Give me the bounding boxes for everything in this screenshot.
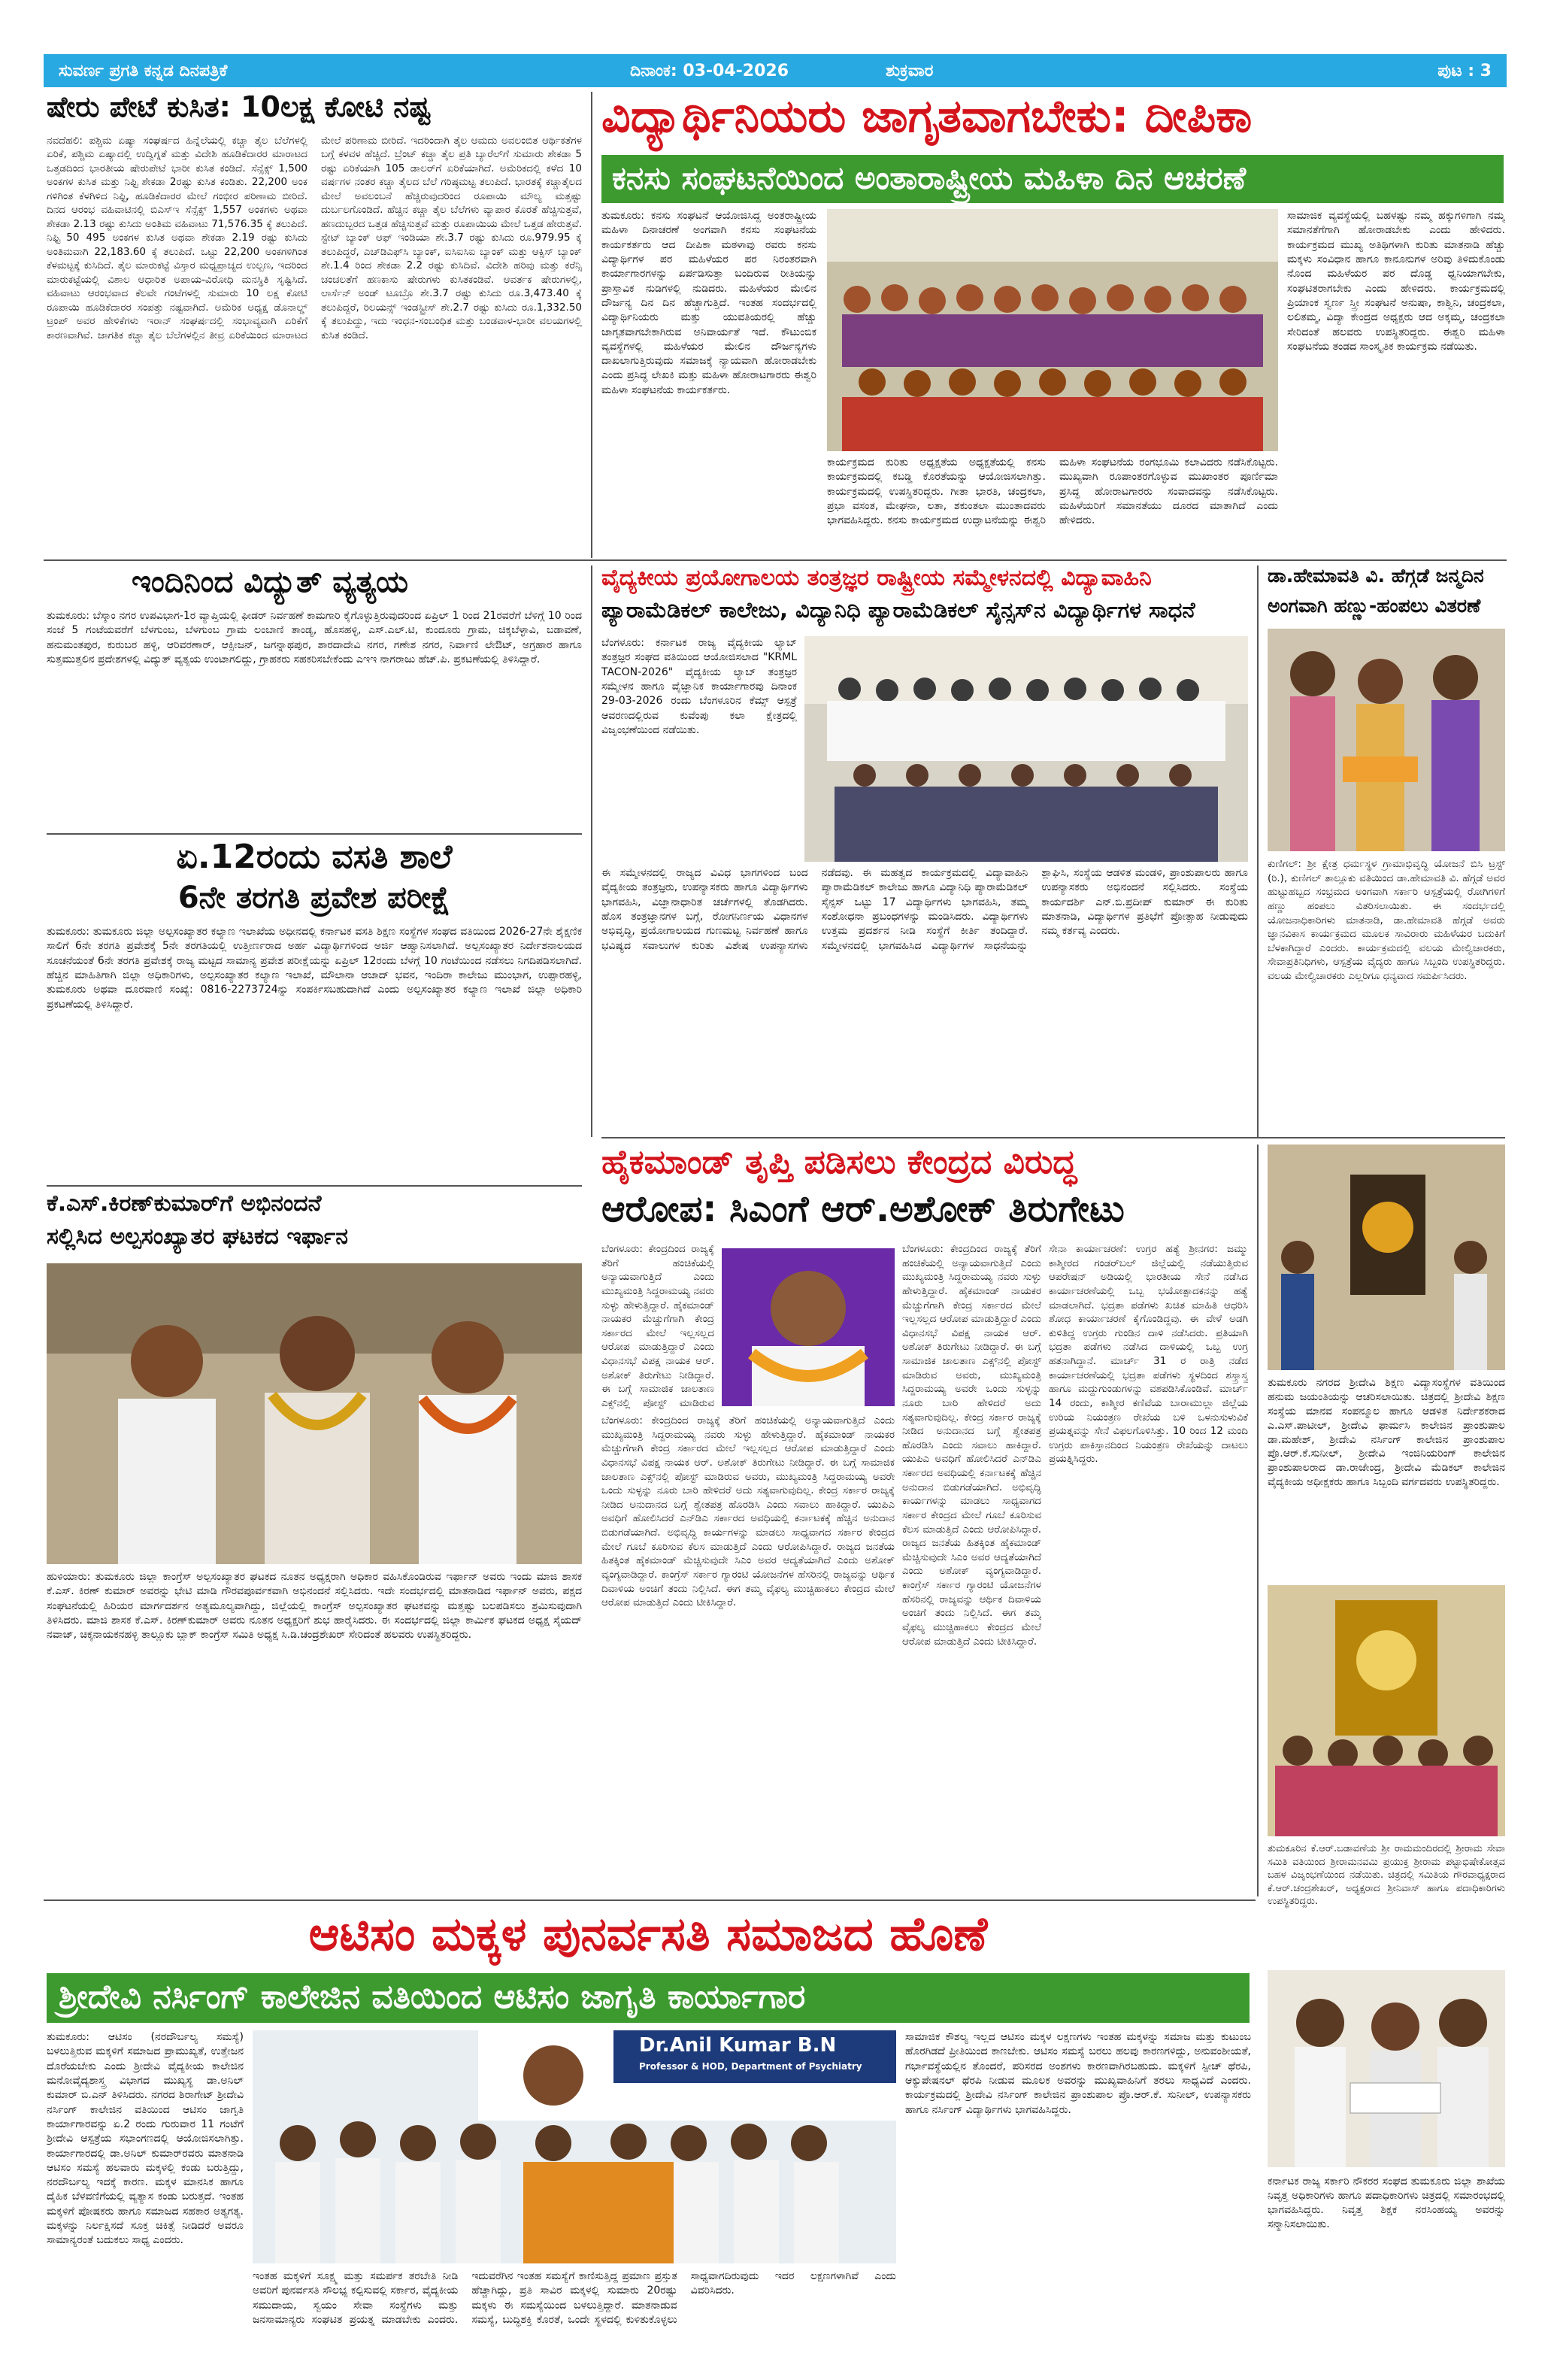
medical-group-photo bbox=[804, 636, 1248, 862]
masthead-bar bbox=[44, 54, 1507, 87]
hc-body: ಬೆಂಗಳೂರು: ಕೇಂದ್ರದಿಂದ ರಾಜ್ಯಕ್ಕೆ ತೆರಿಗೆ ಹಂಚಿಕೆಯಲ್ಲಿ ಅನ್ಯಾಯವಾಗುತ್ತಿದೆ ಎಂದು ಮುಖ್ಯಮಂತ್ರಿ ಸಿದ್ದರಾಮಯ್ಯ ನವರು ಸುಳ್ಳು ಹೇಳುತ್ತಿದ್ದಾರೆ. ಹೈಕಮಾಂಡ್ ನಾಯಕರ ಮೆಚ್ಚುಗೆಗಾಗಿ ಕೇಂದ್ರ ಸರ್ಕಾರದ ಮೇಲೆ ಇಲ್ಲಸಲ್ಲದ ಆರೋಪ ಮಾಡುತ್ತಿದ್ದಾರೆ ಎಂದು ವಿಧಾನಸಭೆ ವಿಪಕ್ಷ ನಾಯಕ ಆರ್. ಅಶೋಕ್ ತಿರುಗೇಟು ನೀಡಿದ್ದಾರೆ. ಈ ಬಗ್ಗೆ ಸಾಮಾಜಿಕ ಜಾಲತಾಣ ಎಕ್ಸ್‌ನಲ್ಲಿ ಪೋಸ್ಟ್ ಮಾಡಿರುವ bbox=[601, 1243, 714, 1409]
medical-headline: ವೈದ್ಯಕೀಯ ಪ್ರಯೋಗಾಲಯ ತಂತ್ರಜ್ಞರ ರಾಷ್ಟ್ರೀಯ ಸಮ್ಮೇಳನದಲ್ಲಿ ವಿದ್ಯಾವಾಹಿನಿ bbox=[601, 565, 1152, 591]
section-rule bbox=[44, 559, 1507, 561]
section-rule bbox=[47, 1185, 582, 1187]
autism-headline: ಆಟಿಸಂ ಮಕ್ಕಳ ಪುನರ್ವಸತಿ ಸಮಾಜದ ಹೊಣೆ bbox=[308, 1909, 988, 1961]
kiran-headline: ಕೆ.ಎಸ್.ಕಿರಣ್‌ಕುಮಾರ್‌ಗೆ ಅಭಿನಂದನೆ bbox=[47, 1191, 322, 1217]
kiran-body: ಹುಳಿಯಾರು: ತುಮಕೂರು ಜಿಲ್ಲಾ ಕಾಂಗ್ರೆಸ್ ಅಲ್ಪಸಂಖ್ಯಾತರ ಘಟಕದ ನೂತನ ಅಧ್ಯಕ್ಷರಾಗಿ ಅಧಿಕಾರ ವಹಿಸಿಕೊಂಡಿರುವ ಇರ್ಫಾನ್ ಅವರು ಇಂದು ಮಾಜಿ ಶಾಸಕ ಕೆ.ಎಸ್. ಕಿರಣ್ ಕುಮಾರ್ ಅವರನ್ನು ಭೇಟಿ ಮಾಡಿ ಗೌರವಪೂರ್ವಕವಾಗಿ ಅಭಿನಂದನೆ ಸಲ್ಲಿಸಿದರು. ಇದೇ ಸಂದರ್ಭದಲ್ಲಿ ಮಾತನಾಡಿದ ಇರ್ಫಾನ್ ಅವರು, ಪಕ್ಷದ ಸಂಘಟನೆಯಲ್ಲಿ ಹಿರಿಯರ ಮಾರ್ಗದರ್ಶನ ಅತ್ಯಮೂಲ್ಯವಾಗಿದ್ದು, ಜಿಲ್ಲೆಯಲ್ಲಿ ಕಾಂಗ್ರೆಸ್ ಅಲ್ಪಸಂಖ್ಯಾತರ ಘಟಕವನ್ನು ಮತ್ತಷ್ಟು ಬಲಪಡಿಸಲು ಶ್ರಮಿಸುವುದಾಗಿ ತಿಳಿಸಿದರು. ಮಾಜಿ ಶಾಸಕ ಕೆ.ಎಸ್. ಕಿರಣ್‌ಕುಮಾರ್ ಅವರು ನೂತನ ಅಧ್ಯಕ್ಷರಿಗೆ ಶುಭ ಹಾರೈಸಿದರು. ಈ ಸಂದರ್ಭದಲ್ಲಿ ಜಿಲ್ಲಾ ಕಾರ್ಮಿಕ ಘಟಕದ ಅಧ್ಯಕ್ಷ ಸೈಯದ್ ನವಾಜ್, ಚಿಕ್ಕನಾಯಕನಹಳ್ಳಿ ತಾಲ್ಲೂಕು ಬ್ಲಾಕ್ ಕಾಂಗ್ರೆಸ್ ಸಮಿತಿ ಅಧ್ಯಕ್ಷ ಸಿ.ಡಿ.ಚಂದ್ರಶೇಖರ್ ಸೇರಿದಂತೆ ಹಲವರು ಉಪಸ್ಥಿತರಿದ್ದರು. bbox=[47, 1571, 582, 1642]
school-headline: ಏ.12ರಂದು ವಸತಿ ಶಾಲೆ bbox=[176, 839, 453, 876]
issue-date: ದಿನಾಂಕ: 03-04-2026 bbox=[630, 61, 789, 80]
power-body: ತುಮಕೂರು: ಬೆಸ್ಕಾಂ ನಗರ ಉಪವಿಭಾಗ-1ರ ವ್ಯಾಪ್ತಿಯಲ್ಲಿ ಫೀಡರ್ ನಿರ್ವಹಣೆ ಕಾಮಗಾರಿ ಕೈಗೊಳ್ಳುತ್ತಿರುವುದರಿಂದ ಏಪ್ರಿಲ್ 1 ರಿಂದ 21ರವರೆಗೆ ಬೆಳಿಗ್ಗೆ 10 ರಿಂದ ಸಂಜೆ 5 ಗಂಟೆಯವರೆಗೆ ಬೆಳಗುಂಬ, ಬೆಳಗುಂಬ ಗ್ರಾಮ ಲಂಬಾಣಿ ತಾಂಡ್ಯ, ಹೊಸಹಳ್ಳಿ, ಎಸ್.ಎಲ್.ಟಿ, ಕುಂದೂರು ಗ್ರಾಮ, ಚಿಕ್ಕಬೆಳ್ಳಾವಿ, ಬಡಾವಣೆ, ಹನುಮಂತಪುರ, ಕುರುಬರ ಹಳ್ಳಿ, ಆರಿವರಣಾರ್, ಆಕ್ಸೀಜನ್, ಜಗನ್ನಾಥಪುರ, ಶಾರದಾದೇವಿ ನಗರ, ಗಣೇಶ ನಗರ, ನಿರ್ವಾಣಿ ಲೇಔಟ್, ಅಗ್ರಹಾರ ಹಾಗೂ ಸುತ್ತಮುತ್ತಲಿನ ಪ್ರದೇಶಗಳಲ್ಲಿ ವಿದ್ಯುತ್ ವ್ಯತ್ಯಯ ಉಂಟಾಗಲಿದ್ದು, ಗ್ರಾಹಕರು ಸಹಕರಿಸಬೇಕೆಂದು ಎಇಇ ನಾಗರಾಜು ಹೆಚ್.ಪಿ. ಪ್ರಕಟಣೆಯಲ್ಲಿ ತಿಳಿಸಿದ್ದಾರೆ. bbox=[47, 610, 582, 665]
hc-body-2: ಬೆಂಗಳೂರು: ಕೇಂದ್ರದಿಂದ ರಾಜ್ಯಕ್ಕೆ ತೆರಿಗೆ ಹಂಚಿಕೆಯಲ್ಲಿ ಅನ್ಯಾಯವಾಗುತ್ತಿದೆ ಎಂದು ಮುಖ್ಯಮಂತ್ರಿ ಸಿದ್ದರಾಮಯ್ಯ ನವರು ಸುಳ್ಳು ಹೇಳುತ್ತಿದ್ದಾರೆ. ಹೈಕಮಾಂಡ್ ನಾಯಕರ ಮೆಚ್ಚುಗೆಗಾಗಿ ಕೇಂದ್ರ ಸರ್ಕಾರದ ಮೇಲೆ ಇಲ್ಲಸಲ್ಲದ ಆರೋಪ ಮಾಡುತ್ತಿದ್ದಾರೆ ಎಂದು ವಿಧಾನಸಭೆ ವಿಪಕ್ಷ ನಾಯಕ ಆರ್. ಅಶೋಕ್ ತಿರುಗೇಟು ನೀಡಿದ್ದಾರೆ. ಈ ಬಗ್ಗೆ ಸಾಮಾಜಿಕ ಜಾಲತಾಣ ಎಕ್ಸ್‌ನಲ್ಲಿ ಪೋಸ್ಟ್ ಮಾಡಿರುವ ಅವರು, ಮುಖ್ಯಮಂತ್ರಿ ಸಿದ್ದರಾಮಯ್ಯ ಅವರೇ ಒಂದು ಸುಳ್ಳನ್ನು ನೂರು ಬಾರಿ ಹೇಳಿದರೆ ಅದು ಸತ್ಯವಾಗುವುದಿಲ್ಲ. ಕೇಂದ್ರ ಸರ್ಕಾರ ರಾಜ್ಯಕ್ಕೆ ನೀಡಿದ ಅನುದಾನದ ಬಗ್ಗೆ ಶ್ವೇತಪತ್ರ ಹೊರಡಿಸಿ ಎಂದು ಸವಾಲು ಹಾಕಿದ್ದಾರೆ. ಯುಪಿಎ ಅವಧಿಗೆ ಹೋಲಿಸಿದರೆ ಎನ್‌ಡಿಎ ಸರ್ಕಾರದ ಅವಧಿಯಲ್ಲಿ ಕರ್ನಾಟಕಕ್ಕೆ ಹೆಚ್ಚಿನ ಅನುದಾನ ಬಿಡುಗಡೆಯಾಗಿದೆ. ಅಭಿವೃದ್ಧಿ ಕಾರ್ಯಗಳನ್ನು ಮಾಡಲು ಸಾಧ್ಯವಾಗದ ಸರ್ಕಾರ ಕೇಂದ್ರದ ಮೇಲೆ ಗೂಬೆ ಕೂರಿಸುವ ಕೆಲಸ ಮಾಡುತ್ತಿದೆ ಎಂದು ಆರೋಪಿಸಿದ್ದಾರೆ. ರಾಜ್ಯದ ಜನತೆಯ ಹಿತಕ್ಕಿಂತ ಹೈಕಮಾಂಡ್ ಮೆಚ್ಚಿಸುವುದೇ ಸಿಎಂ ಅವರ ಆದ್ಯತೆಯಾಗಿದೆ ಎಂದು ಅಶೋಕ್ ವ್ಯಂಗ್ಯವಾಡಿದ್ದಾರೆ. ಕಾಂಗ್ರೆಸ್ ಸರ್ಕಾರ ಗ್ಯಾರಂಟಿ ಯೋಜನೆಗಳ ಹೆಸರಿನಲ್ಲಿ ರಾಜ್ಯವನ್ನು ಆರ್ಥಿಕ ದಿವಾಳಿಯ ಅಂಚಿಗೆ ತಂದು ನಿಲ್ಲಿಸಿದೆ. ಈಗ ತಮ್ಮ ವೈಫಲ್ಯ ಮುಚ್ಚಿಹಾಕಲು ಕೇಂದ್ರದ ಮೇಲೆ ಆರೋಪ ಮಾಡುತ್ತಿದೆ ಎಂದು ಟೀಕಿಸಿದ್ದಾರೆ. bbox=[902, 1243, 1041, 1648]
womens-day-body-mid: ಕಾರ್ಯಕ್ರಮದ ಕುರಿತು ಅಧ್ಯಕ್ಷತೆಯ ಅಧ್ಯಕ್ಷತೆಯಲ್ಲಿ ಕನಸು ಕಾರ್ಯಕ್ರಮದಲ್ಲಿ ಕಬಡ್ಡಿ ಕೊರತೆಯನ್ನು ಆಯೋಜಿಸಲಾಗಿತ್ತು. ಕಾರ್ಯಕ್ರಮದಲ್ಲಿ ಉಪಸ್ಥಿತರಿದ್ದರು. ಗೀತಾ ಭಾರತಿ, ಚಂದ್ರಕಲಾ, ಪ್ರಭಾ ವಸಂತ, ಮೇಘನಾ, ಲತಾ, ಶಕುಂತಲಾ ಮುಂತಾದವರು ಭಾಗವಹಿಸಿದ್ದರು. ಕನಸು ಕಾರ್ಯಕ್ರಮದ ಉದ್ಘಾಟನೆಯನ್ನು ಈಶ್ವರಿ ಮಹಿಳಾ ಸಂಘಟನೆಯ ರಂಗಭೂಮಿ ಕಲಾವಿದರು ನಡೆಸಿಕೊಟ್ಟರು. ಮುಖ್ಯವಾಗಿ ರೂಪಾಂತರಗೊಳ್ಳುವ ಮುಖಾಂತರ ಪೂರ್ಣಿಮಾ ಪ್ರಸಿದ್ಧ ಹೋರಾಟಗಾರರು ಸಂವಾದವನ್ನು ನಡೆಸಿಕೊಟ್ಟರು. ಮಹಿಳೆಯರಿಗೆ ಸಮಾನತೆಯು ದೂರದ ಮಾತಾಗಿದೆ ಎಂದು ಹೇಳಿದರು. bbox=[827, 456, 1278, 527]
felicitation-photo bbox=[1268, 1970, 1505, 2167]
womens-day-subhead: ಕನಸು ಸಂಘಟನೆಯಿಂದ ಅಂತಾರಾಷ್ಟ್ರೀಯ ಮಹಿಳಾ ದಿನ ಆಚರಣೆ bbox=[601, 155, 1504, 203]
school-body: ತುಮಕೂರು: ತುಮಕೂರು ಜಿಲ್ಲಾ ಅಲ್ಪಸಂಖ್ಯಾತರ ಕಲ್ಯಾಣ ಇಲಾಖೆಯ ಅಧೀನದಲ್ಲಿ ಕರ್ನಾಟಕ ವಸತಿ ಶಿಕ್ಷಣ ಸಂಸ್ಥೆಗಳ ಸಂಘದ ವತಿಯಿಂದ 2026-27ನೇ ಶೈಕ್ಷಣಿಕ ಸಾಲಿಗೆ 6ನೇ ತರಗತಿ ಪ್ರವೇಶಕ್ಕೆ 5ನೇ ತರಗತಿಯಲ್ಲಿ ಉತ್ತೀರ್ಣರಾದ ಅರ್ಹ ವಿದ್ಯಾರ್ಥಿಗಳಿಂದ ಅರ್ಜಿ ಆಹ್ವಾನಿಸಲಾಗಿದೆ. ಅಲ್ಪಸಂಖ್ಯಾತರ ನಿರ್ದೇಶನಾಲಯದ ಸೂಚನೆಯಂತೆ 6ನೇ ತರಗತಿ ಪ್ರವೇಶಕ್ಕೆ ರಾಜ್ಯ ಮಟ್ಟದ ಸಾಮಾನ್ಯ ಪ್ರವೇಶ ಪರೀಕ್ಷೆಯನ್ನು ಏಪ್ರಿಲ್ 12ರಂದು ಬೆಳಗ್ಗೆ 10 ಗಂಟೆಯಿಂದ ನಡೆಸಲು ನಿಗದಿಪಡಿಸಲಾಗಿದೆ. ಹೆಚ್ಚಿನ ಮಾಹಿತಿಗಾಗಿ ಜಿಲ್ಲಾ ಅಧಿಕಾರಿಗಳು, ಅಲ್ಪಸಂಖ್ಯಾತರ ಕಲ್ಯಾಣ ಇಲಾಖೆ, ಮೌಲಾನಾ ಆಜಾದ್ ಭವನ, ಇಂದಿರಾ ಕಾಲೇಜು ಮುಂಭಾಗ, ಉಪ್ಪಾರಹಳ್ಳಿ, ತುಮಕೂರು ಅಥವಾ ದೂರವಾಣಿ ಸಂಖ್ಯೆ: 0816-2273724ನ್ನು ಸಂಪರ್ಕಿಸಬಹುದಾಗಿದೆ ಎಂದು ಅಲ್ಪಸಂಖ್ಯಾತರ ಕಲ್ಯಾಣ ಇಲಾಖೆ ಜಿಲ್ಲಾ ಅಧಿಕಾರಿ ಪ್ರಕಟಣೆಯಲ್ಲಿ ತಿಳಿಸಿದ್ದಾರೆ. bbox=[47, 926, 582, 1011]
kiran-photo bbox=[47, 1263, 582, 1564]
autism-banner-title: Professor & HOD, Department of Psychiatry bbox=[639, 2062, 862, 2072]
page-number: ಪುಟ : 3 bbox=[1437, 61, 1492, 80]
autism-body-mid: ಇಂತಹ ಮಕ್ಕಳಿಗೆ ಸೂಕ್ಷ್ಮ ಮತ್ತು ಸಮರ್ಪಕ ತರಬೇತಿ ನೀಡಿ ಅವರಿಗೆ ಪುನರ್ವಸತಿ ಸೌಲಭ್ಯ ಕಲ್ಪಿಸುವಲ್ಲಿ ಸರ್ಕಾರ, ವೈದ್ಯಕೀಯ ಸಮುದಾಯ, ಸ್ವಯಂ ಸೇವಾ ಸಂಸ್ಥೆಗಳು ಮತ್ತು ಜನಸಾಮಾನ್ಯರು ಸಂಘಟಿತ ಪ್ರಯತ್ನ ಮಾಡಬೇಕು ಎಂದರು. ಇದುವರೆಗಿನ ಇಂತಹ ಸಮಸ್ಯೆಗೆ ಕಾಣಿಸುತ್ತಿದ್ದ ಪ್ರಮಾಣ ಪ್ರಸ್ತುತ ಹೆಚ್ಚಾಗಿದ್ದು, ಪ್ರತಿ ಸಾವಿರ ಮಕ್ಕಳಲ್ಲಿ ಸುಮಾರು 20ರಷ್ಟು ಮಕ್ಕಳು ಈ ಸಮಸ್ಯೆಯಿಂದ ಬಳಲುತ್ತಿದ್ದಾರೆ. ಮಾತನಾಡುವ ಸಮಸ್ಯೆ, ಬುದ್ಧಿಶಕ್ತಿ ಕೊರತೆ, ಒಂದೇ ಸ್ಥಳದಲ್ಲಿ ಕುಳಿತುಕೊಳ್ಳಲು ಸಾಧ್ಯವಾಗದಿರುವುದು ಇದರ ಲಕ್ಷಣಗಳಾಗಿವೆ ಎಂದು ವಿವರಿಸಿದರು. bbox=[253, 2270, 896, 2326]
rama-pattabhisheka-photo bbox=[1268, 1585, 1505, 1836]
autism-subhead: ಶ್ರೀದೇವಿ ನರ್ಸಿಂಗ್ ಕಾಲೇಜಿನ ವತಿಯಿಂದ ಆಟಿಸಂ ಜಾಗೃತಿ ಕಾರ್ಯಾಗಾರ bbox=[47, 1973, 1250, 2023]
womens-day-group-photo bbox=[827, 209, 1278, 451]
section-rule bbox=[44, 1899, 1256, 1901]
hc-headline: ಹೈಕಮಾಂಡ್ ತೃಪ್ತಿ ಪಡಿಸಲು ಕೇಂದ್ರದ ವಿರುದ್ಧ bbox=[601, 1145, 1077, 1181]
issue-day: ಶುಕ್ರವಾರ bbox=[886, 61, 934, 80]
hc-headline-2: ಆರೋಪ: ಸಿಎಂಗೆ ಆರ್.ಅಶೋಕ್ ತಿರುಗೇಟು bbox=[601, 1190, 1125, 1230]
rama-pattabhisheka-caption: ತುಮಕೂರಿನ ಕೆ.ಆರ್.ಬಡಾವಣೆಯ ಶ್ರೀ ರಾಮಮಂದಿರದಲ್ಲಿ ಶ್ರೀರಾಮ ಸೇವಾ ಸಮಿತಿ ವತಿಯಿಂದ ಶ್ರೀರಾಮನವಮಿ ಪ್ರಯುಕ್ತ ಶ್ರೀರಾಮ ಪಟ್ಟಾಭಿಷೇಕೋತ್ಸವ ಬಹಳ ವಿಜೃಂಭಣೆಯಿಂದ ನಡೆಯಿತು. ಚಿತ್ರದಲ್ಲಿ ಸಮಿತಿಯ ಗೌರವಾಧ್ಯಕ್ಷರಾದ ಕೆ.ಆರ್.ಚಂದ್ರಶೇಖರ್, ಅಧ್ಯಕ್ಷರಾದ ಶ್ರೀನಿವಾಸ್ ಹಾಗೂ ಪದಾಧಿಕಾರಿಗಳು ಉಪಸ್ಥಿತರಿದ್ದರು. bbox=[1268, 1843, 1505, 1908]
hanuma-jayanti-photo bbox=[1268, 1145, 1505, 1370]
medical-subhead: ಪ್ಯಾರಾಮೆಡಿಕಲ್ ಕಾಲೇಜು, ವಿದ್ಯಾನಿಧಿ ಪ್ಯಾರಾಮೆಡಿಕಲ್ ಸೈನ್ಸಸ್‌ನ ವಿದ್ಯಾರ್ಥಿಗಳ ಸಾಧನೆ bbox=[601, 599, 1195, 623]
womens-day-body-left: ತುಮಕೂರು: ಕನಸು ಸಂಘಟನೆ ಆಯೋಜಿಸಿದ್ದ ಅಂತರಾಷ್ಟ್ರೀಯ ಮಹಿಳಾ ದಿನಾಚರಣೆ ಅಂಗವಾಗಿ ಕನಸು ಸಂಘಟನೆಯ ಕಾರ್ಯಕರ್ತರು ಆದ ದೀಪಿಕಾ ಮಠಳಾವು ರವರು ಕನಸು ವಿದ್ಯಾರ್ಥಿಗಳ ಪರ ಮಹಿಳೆಯರ ಪರ ನಿರಂತರವಾಗಿ ಕಾರ್ಯಾಗಾರಗಳನ್ನು ಏರ್ಪಡಿಸುತ್ತಾ ಬಂದಿರುವ ರೀತಿಯನ್ನು ಪ್ರಾಸ್ತಾವಿಕ ನುಡಿಗಳಲ್ಲಿ ನುಡಿದರು. ಮಹಿಳೆಯರ ಮೇಲಿನ ದೌರ್ಜನ್ಯ ದಿನ ದಿನ ಹೆಚ್ಚಾಗುತ್ತಿದೆ. ಇಂತಹ ಸಂದರ್ಭದಲ್ಲಿ ವಿದ್ಯಾರ್ಥಿನಿಯರು ಮತ್ತು ಯುವತಿಯರಲ್ಲಿ ಹೆಚ್ಚು ಜಾಗೃತವಾಗಬೇಕಾಗಿರುವ ಅನಿವಾರ್ಯತೆ ಇದೆ. ಕೌಟುಂಬಿಕ ವ್ಯವಸ್ಥೆಗಳಲ್ಲಿ ಮಹಿಳೆಯರ ಮೇಲಿನ ದೌರ್ಜನ್ಯಗಳು ದಾಖಲಾಗುತ್ತಿರುವುದು ಸಮಾಜಕ್ಕೆ ನ್ಯಾಯವಾಗಿ ಹೋರಾಡಬೇಕು ಎಂದು ಪ್ರಸಿದ್ಧ ಲೇಖಕಿ ಮತ್ತು ಮಹಿಳಾ ಹೋರಾಟಗಾರರು ಈಶ್ವರಿ ಮಹಿಳಾ ಸಂಘಟನೆಯ ಕಾರ್ಯಕರ್ತರು. bbox=[601, 210, 816, 396]
kiran-subhead: ಸಲ್ಲಿಸಿದ ಅಲ್ಪಸಂಖ್ಯಾತರ ಘಟಕದ ಇರ್ಫಾನ bbox=[47, 1224, 348, 1250]
power-headline: ಇಂದಿನಿಂದ ವಿದ್ಯುತ್ ವ್ಯತ್ಯಯ bbox=[132, 565, 409, 599]
column-rule bbox=[1257, 1145, 1259, 1896]
autism-banner-name: Dr.Anil Kumar B.N bbox=[639, 2035, 837, 2057]
hegde-body: ಕುಣಿಗಲ್: ಶ್ರೀ ಕ್ಷೇತ್ರ ಧರ್ಮಸ್ಥಳ ಗ್ರಾಮಾಭಿವೃದ್ಧಿ ಯೋಜನೆ ಬಿಸಿ ಟ್ರಸ್ಟ್ (ರಿ.), ಕುಣಿಗಲ್ ತಾಲ್ಲೂಕು ವತಿಯಿಂದ ಡಾ.ಹೇಮಾವತಿ ವಿ. ಹೆಗ್ಗಡೆ ಅವರ ಹುಟ್ಟುಹಬ್ಬದ ಸಂಭ್ರಮದ ಅಂಗವಾಗಿ ಸರ್ಕಾರಿ ಆಸ್ಪತ್ರೆಯಲ್ಲಿ ರೋಗಿಗಳಿಗೆ ಹಣ್ಣು ಹಂಪಲು ವಿತರಿಸಲಾಯಿತು. ಈ ಸಂದರ್ಭದಲ್ಲಿ ಯೋಜನಾಧಿಕಾರಿಗಳು ಮಾತನಾಡಿ, ಡಾ.ಹೇಮಾವತಿ ಹೆಗ್ಗಡೆ ಅವರು ಜ್ಞಾನವಿಕಾಸ ಕಾರ್ಯಕ್ರಮದ ಮೂಲಕ ಸಾವಿರಾರು ಮಹಿಳೆಯರ ಬದುಕಿಗೆ ಬೆಳಕಾಗಿದ್ದಾರೆ ಎಂದರು. ಕಾರ್ಯಕ್ರಮದಲ್ಲಿ ವಲಯ ಮೇಲ್ವಿಚಾರಕರು, ಸೇವಾಪ್ರತಿನಿಧಿಗಳು, ಆಸ್ಪತ್ರೆಯ ವೈದ್ಯರು ಹಾಗೂ ಸಿಬ್ಬಂದಿ ಉಪಸ್ಥಿತರಿದ್ದರು. ವಲಯ ಮೇಲ್ವಿಚಾರಕರು ಎಲ್ಲರಿಗೂ ಧನ್ಯವಾದ ಸಮರ್ಪಿಸಿದರು. bbox=[1268, 858, 1505, 982]
school-headline-2: 6ನೇ ತರಗತಿ ಪ್ರವೇಶ ಪರೀಕ್ಷೆ bbox=[177, 881, 451, 915]
autism-body-left: ತುಮಕೂರು: ಆಟಿಸಂ (ನರದೌರ್ಬಲ್ಯ ಸಮಸ್ಯೆ) ಬಳಲುತ್ತಿರುವ ಮಕ್ಕಳಿಗೆ ಸಮಾಜದ ಪ್ರಾಮುಖ್ಯತೆ, ಉತ್ತೇಜನ ದೊರೆಯಬೇಕು ಎಂದು ಶ್ರೀದೇವಿ ವೈದ್ಯಕೀಯ ಕಾಲೇಜಿನ ಮನೋವೈದ್ಯಶಾಸ್ತ್ರ ವಿಭಾಗದ ಮುಖ್ಯಸ್ಥ ಡಾ.ಅನಿಲ್ ಕುಮಾರ್ ಬಿ.ಎನ್ ತಿಳಿಸಿದರು. ನಗರದ ಶಿರಾಗೇಟ್ ಶ್ರೀದೇವಿ ನರ್ಸಿಂಗ್ ಕಾಲೇಜಿನ ವತಿಯಿಂದ ಆಟಿಸಂ ಜಾಗೃತಿ ಕಾರ್ಯಾಗಾರವನ್ನು ಏ.2 ರಂದು ಗುರುವಾರ 11 ಗಂಟೆಗೆ ಶ್ರೀದೇವಿ ಆಸ್ಪತ್ರೆಯ ಸಭಾಂಗಣದಲ್ಲಿ ಆಯೋಜಿಸಲಾಗಿತ್ತು. ಕಾರ್ಯಾಗಾರದಲ್ಲಿ ಡಾ.ಅನಿಲ್ ಕುಮಾರ್‌ರವರು ಮಾತನಾಡಿ ಆಟಿಸಂ ಸಮಸ್ಯೆ ಹಲವಾರು ಮಕ್ಕಳಲ್ಲಿ ಕಂಡು ಬರುತ್ತಿದ್ದು, ನರದೌರ್ಬಲ್ಯ ಇದಕ್ಕೆ ಕಾರಣ. ಮಕ್ಕಳ ಮಾನಸಿಕ ಹಾಗೂ ದೈಹಿಕ ಬೆಳವಣಿಗೆಯಲ್ಲಿ ವ್ಯತ್ಯಾಸ ಕಂಡು ಬರುತ್ತದೆ. ಇಂತಹ ಮಕ್ಕಳಿಗೆ ಪೋಷಕರು ಹಾಗೂ ಸಮಾಜದ ಸಹಕಾರ ಅತ್ಯಗತ್ಯ. ಮಕ್ಕಳನ್ನು ನಿರ್ಲಕ್ಷಿಸದೆ ಸೂಕ್ತ ಚಿಕಿತ್ಸೆ ನೀಡಿದರೆ ಅವರೂ ಸಾಮಾನ್ಯರಂತೆ ಬದುಕಲು ಸಾಧ್ಯ ಎಂದರು. bbox=[47, 2031, 244, 2247]
womens-day-headline: ವಿದ್ಯಾರ್ಥಿನಿಯರು ಜಾಗೃತವಾಗಬೇಕು: ದೀಪಿಕಾ bbox=[601, 92, 1253, 143]
column-rule bbox=[591, 92, 592, 558]
hanuma-jayanti-caption: ತುಮಕೂರು ನಗರದ ಶ್ರೀದೇವಿ ಶಿಕ್ಷಣ ವಿದ್ಯಾಸಂಸ್ಥೆಗಳ ವತಿಯಿಂದ ಹನುಮ ಜಯಂತಿಯನ್ನು ಆಚರಿಸಲಾಯಿತು. ಚಿತ್ರದಲ್ಲಿ ಶ್ರೀದೇವಿ ಶಿಕ್ಷಣ ಸಂಸ್ಥೆಯ ಮಾನವ ಸಂಪನ್ಮೂಲ ಹಾಗೂ ಆಡಳಿತ ನಿರ್ದೇಶಕರಾದ ಎ.ಎಸ್.ಪಾಟೀಲ್, ಶ್ರೀದೇವಿ ಫಾರ್ಮಸಿ ಕಾಲೇಜಿನ ಪ್ರಾಂಶುಪಾಲ ಡಾ.ಮಹೇಶ್, ಶ್ರೀದೇವಿ ನರ್ಸಿಂಗ್ ಕಾಲೇಜಿನ ಪ್ರಾಂಶುಪಾಲ ಪ್ರೊ.ಆರ್.ಕೆ.ಸುನೀಲ್, ಶ್ರೀದೇವಿ ಇಂಜಿನಿಯರಿಂಗ್ ಕಾಲೇಜಿನ ಪ್ರಾಂಶುಪಾಲರಾದ ಡಾ.ರಾಜೇಂದ್ರ, ಶ್ರೀದೇವಿ ಮೆಡಿಕಲ್ ಕಾಲೇಜಿನ ವೈದ್ಯಕೀಯ ಅಧೀಕ್ಷಕರು ಹಾಗೂ ಸಿಬ್ಬಂದಿ ವರ್ಗದವರು ಉಪಸ್ಥಿತರಿದ್ದರು. bbox=[1268, 1377, 1505, 1489]
womens-day-body-right: ಸಾಮಾಜಿಕ ವ್ಯವಸ್ಥೆಯಲ್ಲಿ ಬಹಳಷ್ಟು ನಮ್ಮ ಹಕ್ಕುಗಳಿಗಾಗಿ ನಮ್ಮ ಸಮಾನತೆಗೆಗಾಗಿ ಹೋರಾಡಬೇಕು ಎಂದು ಹೇಳಿದರು. ಕಾರ್ಯಕ್ರಮದ ಮುಖ್ಯ ಅತಿಥಿಗಳಾಗಿ ಕುರಿತು ಮಾತನಾಡಿ ಹೆಚ್ಚು ಮಕ್ಕಳು ಸಂವಿಧಾನ ಹಾಗೂ ಕಾನೂನುಗಳ ಅರಿವು ತಿಳಿದುಕೊಂಡು ನೊಂದ ಮಹಿಳೆಯರ ಪರ ದೊಡ್ಡ ಧ್ವನಿಯಾಗಬೇಕು, ಸಂಘಟಿತರಾಗಬೇಕು ಎಂದು ಹೇಳಿದರು. ಕಾರ್ಯಕ್ರಮದಲ್ಲಿ ಪ್ರಿಯಾಂಕ ಸ್ವರ್ಣ ಸ್ತ್ರೀ ಸಂಘಟನೆ ಅನುಷಾ, ಕಾಶ್ವಿನಿ, ಚಂದ್ರಕಲಾ, ಲಲಿತಮ್ಮ, ವಿದ್ಯಾ ಕೇಂದ್ರದ ಅಧ್ಯಕ್ಷರು ಆದ ಅಕ್ಕಮ್ಮ, ಚಂದ್ರಕಲಾ ಸೇರಿದಂತೆ ಹಲವರು ಉಪಸ್ಥಿತರಿದ್ದರು. ಈಶ್ವರಿ ಮಹಿಳಾ ಸಂಘಟನೆಯ ತಂಡದ ಸಾಂಸ್ಕೃತಿಕ ಕಾರ್ಯಕ್ರಮ ನಡೆಯಿತು. bbox=[1287, 210, 1505, 353]
medical-body: ಈ ಸಮ್ಮೇಳನದಲ್ಲಿ ರಾಜ್ಯದ ವಿವಿಧ ಭಾಗಗಳಿಂದ ಬಂದ ವೈದ್ಯಕೀಯ ತಂತ್ರಜ್ಞರು, ಉಪನ್ಯಾಸಕರು ಹಾಗೂ ವಿದ್ಯಾರ್ಥಿಗಳು ಭಾಗವಹಿಸಿ, ವಿಜ್ಞಾನಾಧಾರಿತ ಚರ್ಚೆಗಳಲ್ಲಿ ತೊಡಗಿದರು. ಹೊಸ ತಂತ್ರಜ್ಞಾನಗಳ ಬಗ್ಗೆ, ರೋಗನಿರ್ಣಯ ವಿಧಾನಗಳ ಅಭಿವೃದ್ಧಿ, ಪ್ರಯೋಗಾಲಯದ ಗುಣಮಟ್ಟ ನಿರ್ವಹಣೆ ಹಾಗೂ ಭವಿಷ್ಯದ ಸವಾಲುಗಳ ಕುರಿತು ವಿಶೇಷ ಉಪನ್ಯಾಸಗಳು ನಡೆದವು. ಈ ಮಹತ್ವದ ಕಾರ್ಯಕ್ರಮದಲ್ಲಿ ವಿದ್ಯಾವಾಹಿನಿ ಪ್ಯಾರಾಮೆಡಿಕಲ್ ಕಾಲೇಜು ಹಾಗೂ ವಿದ್ಯಾನಿಧಿ ಪ್ಯಾರಾಮೆಡಿಕಲ್ ಸೈನ್ಸಸ್ ಒಟ್ಟು 17 ವಿದ್ಯಾರ್ಥಿಗಳು ಭಾಗವಹಿಸಿ, ತಮ್ಮ ಸಂಶೋಧನಾ ಪ್ರಬಂಧಗಳನ್ನು ಮಂಡಿಸಿದರು. ವಿದ್ಯಾರ್ಥಿಗಳು ಉತ್ತಮ ಪ್ರದರ್ಶನ ನೀಡಿ ಸಂಸ್ಥೆಗೆ ಕೀರ್ತಿ ತಂದಿದ್ದಾರೆ. ಸಮ್ಮೇಳನದಲ್ಲಿ ಭಾಗವಹಿಸಿದ ವಿದ್ಯಾರ್ಥಿಗಳ ಸಾಧನೆಯನ್ನು ಶ್ಲಾಘಿಸಿ, ಸಂಸ್ಥೆಯ ಆಡಳಿತ ಮಂಡಳಿ, ಪ್ರಾಂಶುಪಾಲರು ಹಾಗೂ ಉಪನ್ಯಾಸಕರು ಅಭಿನಂದನೆ ಸಲ್ಲಿಸಿದರು. ಸಂಸ್ಥೆಯ ಕಾರ್ಯದರ್ಶಿ ಎನ್.ಬಿ.ಪ್ರದೀಪ್ ಕುಮಾರ್ ಈ ಕುರಿತು ಮಾತನಾಡಿ, ವಿದ್ಯಾರ್ಥಿಗಳ ಪ್ರತಿಭೆಗೆ ಪ್ರೋತ್ಸಾಹ ನೀಡುವುದು ನಮ್ಮ ಕರ್ತವ್ಯ ಎಂದರು. bbox=[601, 867, 1248, 952]
hegde-photo bbox=[1268, 629, 1505, 851]
hegde-headline-2: ಅಂಗವಾಗಿ ಹಣ್ಣು-ಹಂಪಲು ವಿತರಣೆ bbox=[1268, 596, 1481, 617]
felicitation-caption: ಕರ್ನಾಟಕ ರಾಜ್ಯ ಸರ್ಕಾರಿ ನೌಕರರ ಸಂಘದ ತುಮಕೂರು ಜಿಲ್ಲಾ ಶಾಖೆಯ ನಿವೃತ್ತ ಅಧಿಕಾರಿಗಳು ಹಾಗೂ ಪದಾಧಿಕಾರಿಗಳು ಚಿತ್ರದಲ್ಲಿ ಸಮಾರಂಭದಲ್ಲಿ ಭಾಗವಹಿಸಿದ್ದರು. ನಿವೃತ್ತ ಶಿಕ್ಷಕ ನರಸಿಂಹಯ್ಯ ಅವರನ್ನು ಸನ್ಮಾನಿಸಲಾಯಿತು. bbox=[1268, 2175, 1505, 2230]
hc-body-3: ಬೆಂಗಳೂರು: ಕೇಂದ್ರದಿಂದ ರಾಜ್ಯಕ್ಕೆ ತೆರಿಗೆ ಹಂಚಿಕೆಯಲ್ಲಿ ಅನ್ಯಾಯವಾಗುತ್ತಿದೆ ಎಂದು ಮುಖ್ಯಮಂತ್ರಿ ಸಿದ್ದರಾಮಯ್ಯ ನವರು ಸುಳ್ಳು ಹೇಳುತ್ತಿದ್ದಾರೆ. ಹೈಕಮಾಂಡ್ ನಾಯಕರ ಮೆಚ್ಚುಗೆಗಾಗಿ ಕೇಂದ್ರ ಸರ್ಕಾರದ ಮೇಲೆ ಇಲ್ಲಸಲ್ಲದ ಆರೋಪ ಮಾಡುತ್ತಿದ್ದಾರೆ ಎಂದು ವಿಧಾನಸಭೆ ವಿಪಕ್ಷ ನಾಯಕ ಆರ್. ಅಶೋಕ್ ತಿರುಗೇಟು ನೀಡಿದ್ದಾರೆ. ಈ ಬಗ್ಗೆ ಸಾಮಾಜಿಕ ಜಾಲತಾಣ ಎಕ್ಸ್‌ನಲ್ಲಿ ಪೋಸ್ಟ್ ಮಾಡಿರುವ ಅವರು, ಮುಖ್ಯಮಂತ್ರಿ ಸಿದ್ದರಾಮಯ್ಯ ಅವರೇ ಒಂದು ಸುಳ್ಳನ್ನು ನೂರು ಬಾರಿ ಹೇಳಿದರೆ ಅದು ಸತ್ಯವಾಗುವುದಿಲ್ಲ. ಕೇಂದ್ರ ಸರ್ಕಾರ ರಾಜ್ಯಕ್ಕೆ ನೀಡಿದ ಅನುದಾನದ ಬಗ್ಗೆ ಶ್ವೇತಪತ್ರ ಹೊರಡಿಸಿ ಎಂದು ಸವಾಲು ಹಾಕಿದ್ದಾರೆ. ಯುಪಿಎ ಅವಧಿಗೆ ಹೋಲಿಸಿದರೆ ಎನ್‌ಡಿಎ ಸರ್ಕಾರದ ಅವಧಿಯಲ್ಲಿ ಕರ್ನಾಟಕಕ್ಕೆ ಹೆಚ್ಚಿನ ಅನುದಾನ ಬಿಡುಗಡೆಯಾಗಿದೆ. ಅಭಿವೃದ್ಧಿ ಕಾರ್ಯಗಳನ್ನು ಮಾಡಲು ಸಾಧ್ಯವಾಗದ ಸರ್ಕಾರ ಕೇಂದ್ರದ ಮೇಲೆ ಗೂಬೆ ಕೂರಿಸುವ ಕೆಲಸ ಮಾಡುತ್ತಿದೆ ಎಂದು ಆರೋಪಿಸಿದ್ದಾರೆ. ರಾಜ್ಯದ ಜನತೆಯ ಹಿತಕ್ಕಿಂತ ಹೈಕಮಾಂಡ್ ಮೆಚ್ಚಿಸುವುದೇ ಸಿಎಂ ಅವರ ಆದ್ಯತೆಯಾಗಿದೆ ಎಂದು ಅಶೋಕ್ ವ್ಯಂಗ್ಯವಾಡಿದ್ದಾರೆ. ಕಾಂಗ್ರೆಸ್ ಸರ್ಕಾರ ಗ್ಯಾರಂಟಿ ಯೋಜನೆಗಳ ಹೆಸರಿನಲ್ಲಿ ರಾಜ್ಯವನ್ನು ಆರ್ಥಿಕ ದಿವಾಳಿಯ ಅಂಚಿಗೆ ತಂದು ನಿಲ್ಲಿಸಿದೆ. ಈಗ ತಮ್ಮ ವೈಫಲ್ಯ ಮುಚ್ಚಿಹಾಕಲು ಕೇಂದ್ರದ ಮೇಲೆ ಆರೋಪ ಮಾಡುತ್ತಿದೆ ಎಂದು ಟೀಕಿಸಿದ್ದಾರೆ. bbox=[601, 1414, 895, 1609]
share-headline: ಷೇರು ಪೇಟೆ ಕುಸಿತ: 10ಲಕ್ಷ ಕೋಟಿ ನಷ್ಟ bbox=[47, 92, 431, 123]
section-rule bbox=[601, 1137, 1505, 1138]
column-rule bbox=[1257, 565, 1259, 1137]
share-body: ನವದೆಹಲಿ: ಪಶ್ಚಿಮ ಏಷ್ಯಾ ಸಂಘರ್ಷದ ಹಿನ್ನೆಲೆಯಲ್ಲಿ ಕಚ್ಚಾ ತೈಲ ಬೆಲೆಗಳಲ್ಲಿ ಏರಿಕೆ, ಪಶ್ಚಿಮ ಏಷ್ಯಾದಲ್ಲಿ ಉದ್ವಿಗ್ನತೆ ಮತ್ತು ವಿದೇಶಿ ಹೂಡಿಕೆದಾರರ ಮಾರಾಟದ ಒತ್ತಡದಿಂದ ಭಾರತೀಯ ಷೇರುಪೇಟೆ ಭಾರೀ ಕುಸಿತ ಕಂಡಿದೆ. ಸೆನ್ಸೆಕ್ಸ್ 1,500 ಅಂಕಗಳ ಕುಸಿತ ಮತ್ತು ನಿಫ್ಟಿ ಶೇಕಡಾ 2ರಷ್ಟು ಕುಸಿತ ಕಂಡಿತು. 22,200 ಅಂಕ ಗಳಿಗಿಂತ ಕೆಳಗಿಳಿದ ನಿಫ್ಟಿ, ಹೂಡಿಕೆದಾರರ ಮೇಲೆ ಗಂಭೀರ ಪರಿಣಾಮ ಬೀರಿದೆ. ದಿನದ ಆರಂಭ ವಹಿವಾಟಿನಲ್ಲಿ ಬಿಎಸ್ಇ ಸೆನ್ಸೆಕ್ಸ್ 1,557 ಅಂಕಗಳು ಅಥವಾ ಶೇಕಡಾ 2.13 ರಷ್ಟು ಕುಸಿದು ಅಂತಿಮ ವಹಿವಾಟು 71,576.35 ಕ್ಕೆ ತಲುಪಿದೆ. ನಿಫ್ಟಿ 50 495 ಅಂಕಗಳ ಕುಸಿತ ಅಥವಾ ಶೇಕಡಾ 2.19 ರಷ್ಟು ಕುಸಿದು ಅಂತಿಮವಾಗಿ 22,183.60 ಕ್ಕೆ ತಲುಪಿದೆ. ಒಟ್ಟು 22,200 ಅಂಕಗಳಿಗಿಂತ ಕೆಳಮಟ್ಟಕ್ಕೆ ಕುಸಿದಿದೆ. ತೈಲ ಮಾರುಕಟ್ಟೆ ವಿಸ್ತಾರ ಮಧ್ಯಪ್ರಾಚ್ಯದ ಉಲ್ಬಣ, ಇದರಿಂದ ಮಾರುಕಟ್ಟೆಯಲ್ಲಿ ವಿಶಾಲ ಆಧಾರಿತ ಅಪಾಯ-ವಿರೋಧಿ ಮನಸ್ಥಿತಿ ಸೃಷ್ಟಿಸಿದೆ. ವಹಿವಾಟು ಆರಂಭವಾದ ಕೆಲವೇ ಗಂಟೆಗಳಲ್ಲಿ ಸುಮಾರು 10 ಲಕ್ಷ ಕೋಟಿ ರೂಪಾಯಿ ಹೂಡಿಕೆದಾರರ ಸಂಪತ್ತು ನಷ್ಟವಾಗಿದೆ. ಅಮೆರಿಕ ಅಧ್ಯಕ್ಷ ಡೊನಾಲ್ಡ್ ಟ್ರಂಪ್ ಅವರ ಹೇಳಿಕೆಗಳು ಇರಾನ್ ಸಂಘರ್ಷದಲ್ಲಿ ಸಂಭಾವ್ಯವಾಗಿ ಏರಿಕೆಗೆ ಕಾರಣವಾಗಿವೆ. ಜಾಗತಿಕ ಕಚ್ಚಾ ತೈಲ ಬೆಲೆಗಳಲ್ಲಿನ ತೀವ್ರ ಏರಿಕೆಯಿಂದ ಮಾರಾಟದ ಮೇಲೆ ಪರಿಣಾಮ ಬೀರಿದೆ. ಇದರಿಂದಾಗಿ ತೈಲ ಆಮದು ಅವಲಂಬಿತ ಆರ್ಥಿಕತೆಗಳ ಬಗ್ಗೆ ಕಳವಳ ಹೆಚ್ಚಿದೆ. ಬ್ರೆಂಟ್ ಕಚ್ಚಾ ತೈಲ ಪ್ರತಿ ಬ್ಯಾರೆಲ್‌ಗೆ ಸುಮಾರು ಶೇಕಡಾ 5 ರಷ್ಟು ಏರಿಕೆಯಾಗಿ 105 ಡಾಲರ್‌ಗೆ ಏರಿಕೆಯಾಗಿದೆ. ಅಮೆರಿಕದಲ್ಲಿ ಕಳೆದ 10 ವರ್ಷಗಳ ನಂತರ ಕಚ್ಚಾ ತೈಲದ ಬೆಲೆ ಗರಿಷ್ಠಮಟ್ಟ ತಲುಪಿದೆ. ಭಾರತಕ್ಕೆ ಕಚ್ಚಾತೈಲದ ಮೇಲೆ ಅವಲಂಬನೆ ಹೆಚ್ಚಿರುವುದರಿಂದ ರೂಪಾಯಿ ಮೌಲ್ಯ ಮತ್ತಷ್ಟು ದುರ್ಬಲಗೊಂಡಿದೆ. ಹೆಚ್ಚಿನ ಕಚ್ಚಾ ತೈಲ ಬೆಲೆಗಳು ವ್ಯಾಪಾರ ಕೊರತೆ ಹೆಚ್ಚಿಸುತ್ತವೆ, ಹಣದುಬ್ಬರದ ಒತ್ತಡ ಹೆಚ್ಚಿಸುತ್ತವೆ ಮತ್ತು ರೂಪಾಯಿಯ ಮೇಲೆ ಒತ್ತಡ ಹೇರುತ್ತವೆ. ಸ್ಟೇಟ್ ಬ್ಯಾಂಕ್ ಆಫ್ ಇಂಡಿಯಾ ಶೇ.3.7 ರಷ್ಟು ಕುಸಿದು ರೂ.979.95 ಕ್ಕೆ ತಲುಪಿದ್ದರೆ, ಎಚ್‌ಡಿಎಫ್‌ಸಿ ಬ್ಯಾಂಕ್, ಐಸಿಐಸಿಐ ಬ್ಯಾಂಕ್ ಮತ್ತು ಆಕ್ಸಿಸ್ ಬ್ಯಾಂಕ್ ಶೇ.1.4 ರಿಂದ ಶೇಕಡಾ 2.2 ರಷ್ಟು ಕುಸಿದಿವೆ. ವಿದೇಶಿ ಹರಿವು ಮತ್ತು ಕರೆನ್ಸಿ ಚಂಚಲತೆಗೆ ಹಣಕಾಸು ಷೇರುಗಳು ಕುಸಿತಕಂಡಿವೆ. ಆವರ್ತಕ ಷೇರುಗಳಲ್ಲಿ, ಲಾರ್ಸೆನ್ ಅಂಡ್ ಟೂಬ್ರೊ ಶೇ.3.7 ರಷ್ಟು ಕುಸಿದು ರೂ.3,473.40 ಕ್ಕೆ ತಲುಪಿದ್ದರೆ, ರಿಲಯನ್ಸ್ ಇಂಡಸ್ಟ್ರೀಸ್ ಶೇ.2.7 ರಷ್ಟು ಕುಸಿದು ರೂ.1,332.50 ಕ್ಕೆ ತಲುಪಿದ್ದು, ಇದು ಇಂಧನ-ಸಂಬಂಧಿತ ಮತ್ತು ಬಂಡವಾಳ-ಭಾರೀ ವಲಯಗಳಲ್ಲಿ ಕುಸಿತ ಕಂಡಿದೆ. bbox=[47, 135, 582, 341]
hegde-headline: ಡಾ.ಹೇಮಾವತಿ ವಿ. ಹೆಗ್ಗಡೆ ಜನ್ಮದಿನ bbox=[1268, 565, 1484, 587]
section-rule bbox=[47, 833, 582, 835]
medical-intro: ಬೆಂಗಳೂರು: ಕರ್ನಾಟಕ ರಾಜ್ಯ ವೈದ್ಯಕೀಯ ಲ್ಯಾಬ್ ತಂತ್ರಜ್ಞರ ಸಂಘದ ವತಿಯಿಂದ ಆಯೋಜಿಸಲಾದ "KRML TACON-2026" ವೈದ್ಯಕೀಯ ಲ್ಯಾಬ್ ತಂತ್ರಜ್ಞರ ಸಮ್ಮೇಳನ ಹಾಗೂ ವೈಜ್ಞಾನಿಕ ಕಾರ್ಯಾಗಾರವು ದಿನಾಂಕ 29-03-2026 ರಂದು ಬೆಂಗಳೂರಿನ ಕೆಮ್ಸ್ ಆಸ್ಪತ್ರೆ ಆವರಣದಲ್ಲಿರುವ ಕುವೆಂಪು ಕಲಾ ಕ್ಷೇತ್ರದಲ್ಲಿ ವಿಜೃಂಭಣೆಯಿಂದ ನಡೆಯಿತು. bbox=[601, 637, 797, 736]
paper-name: ಸುವರ್ಣ ಪ್ರಗತಿ ಕನ್ನಡ ದಿನಪತ್ರಿಕೆ bbox=[59, 61, 228, 80]
column-rule bbox=[591, 565, 592, 1137]
sena-body: ಸೇನಾ ಕಾರ್ಯಾಚರಣೆ: ಉಗ್ರರ ಹತ್ಯೆ ಶ್ರೀನಗರ: ಜಮ್ಮು ಕಾಶ್ಮೀರದ ಗಂಡರ್‌ಬಲ್ ಜಿಲ್ಲೆಯಲ್ಲಿ ನಡೆಯುತ್ತಿರುವ ಆಪರೇಷನ್ ಅಡಿಯಲ್ಲಿ ಭಾರತೀಯ ಸೇನೆ ನಡೆಸಿದ ಕಾರ್ಯಾಚರಣೆಯಲ್ಲಿ ಒಬ್ಬ ಭಯೋತ್ಪಾದಕನನ್ನು ಹತ್ಯೆ ಮಾಡಲಾಗಿದೆ. ಭದ್ರತಾ ಪಡೆಗಳು ಖಚಿತ ಮಾಹಿತಿ ಆಧರಿಸಿ ಶೋಧ ಕಾರ್ಯಾಚರಣೆ ಕೈಗೊಂಡಿದ್ದವು. ಈ ವೇಳೆ ಅಡಗಿ ಕುಳಿತಿದ್ದ ಉಗ್ರರು ಗುಂಡಿನ ದಾಳಿ ನಡೆಸಿದರು. ಪ್ರತಿಯಾಗಿ ಭದ್ರತಾ ಪಡೆಗಳು ನಡೆಸಿದ ದಾಳಿಯಲ್ಲಿ ಒಬ್ಬ ಉಗ್ರ ಹತನಾಗಿದ್ದಾನೆ. ಮಾರ್ಚ್ 31 ರ ರಾತ್ರಿ ನಡೆದ ಕಾರ್ಯಾಚರಣೆಯಲ್ಲಿ ಭದ್ರತಾ ಪಡೆಗಳು ಸ್ಥಳದಿಂದ ಶಸ್ತ್ರಾಸ್ತ್ರ ಹಾಗೂ ಮದ್ದುಗುಂಡುಗಳನ್ನು ವಶಪಡಿಸಿಕೊಂಡಿವೆ. ಮಾರ್ಚ್ 14 ರಂದು, ಕಾಶ್ಮೀರ ಕಣಿವೆಯ ಬಾರಾಮುಲ್ಲಾ ಜಿಲ್ಲೆಯ ಉರಿಯ ನಿಯಂತ್ರಣ ರೇಖೆಯ ಬಳಿ ಒಳನುಸುಳುವಿಕೆ ಪ್ರಯತ್ನವನ್ನು ಸೇನೆ ವಿಫಲಗೊಳಿಸಿತ್ತು. 10 ರಿಂದ 12 ಮಂದಿ ಉಗ್ರರು ಪಾಕಿಸ್ತಾನದಿಂದ ನಿಯಂತ್ರಣ ರೇಖೆಯನ್ನು ದಾಟಲು ಪ್ರಯತ್ನಿಸಿದ್ದರು. bbox=[1049, 1243, 1248, 1466]
ashok-portrait bbox=[722, 1248, 895, 1406]
autism-body-right: ಸಾಮಾಜಿಕ ಕೌಶಲ್ಯ ಇಲ್ಲದ ಆಟಿಸಂ ಮಕ್ಕಳ ಲಕ್ಷಣಗಳು ಇಂತಹ ಮಕ್ಕಳನ್ನು ಸಮಾಜ ಮತ್ತು ಕುಟುಂಬ ಹೊರಗಿಡದೆ ಪ್ರೀತಿಯಿಂದ ಕಾಣಬೇಕು. ಆಟಿಸಂ ಸಮಸ್ಯೆ ಬರಲು ಹಲವು ಕಾರಣಗಳಿದ್ದು, ಅನುವಂಶೀಯತೆ, ಗರ್ಭಾವಸ್ಥೆಯಲ್ಲಿನ ತೊಂದರೆ, ಪರಿಸರದ ಅಂಶಗಳು ಕಾರಣವಾಗಿರಬಹುದು. ಮಕ್ಕಳಿಗೆ ಸ್ಪೀಚ್ ಥೆರಪಿ, ಆಕ್ಯುಪೇಷನಲ್ ಥೆರಪಿ ನೀಡುವ ಮೂಲಕ ಅವರನ್ನು ಮುಖ್ಯವಾಹಿನಿಗೆ ತರಲು ಸಾಧ್ಯವಿದೆ ಎಂದರು. ಕಾರ್ಯಕ್ರಮದಲ್ಲಿ ಶ್ರೀದೇವಿ ನರ್ಸಿಂಗ್ ಕಾಲೇಜಿನ ಪ್ರಾಂಶುಪಾಲ ಪ್ರೊ.ಆರ್.ಕೆ. ಸುನೀಲ್, ಉಪನ್ಯಾಸಕರು ಹಾಗೂ ನರ್ಸಿಂಗ್ ವಿದ್ಯಾರ್ಥಿಗಳು ಭಾಗವಹಿಸಿದ್ದರು. bbox=[905, 2031, 1251, 2116]
